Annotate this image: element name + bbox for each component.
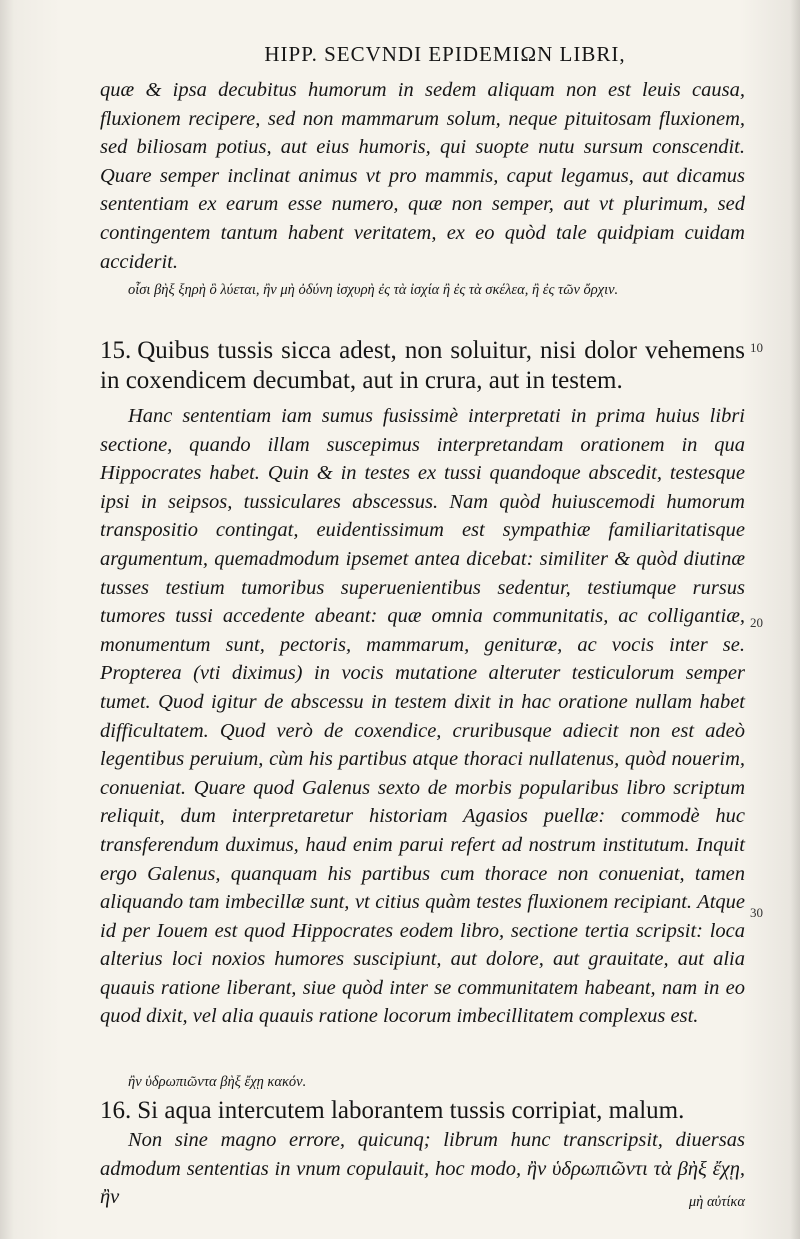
greek-aphorism-16: ἢν ὑδρωπιῶντα βὴξ ἔχῃ κακόν.: [128, 1074, 307, 1090]
margin-line-number-20: 20: [750, 615, 763, 630]
margin-line-number-10: 10: [750, 340, 763, 355]
aphorism-15-number: 15.: [100, 337, 132, 364]
running-header: [0, 42, 800, 67]
aphorism-16-number: 16.: [100, 1097, 132, 1124]
commentary-paragraph-2: Hanc sententiam iam sumus fusissimè interpretati in prima huius libri sectione, quando illam suscepimus interpretandam orationem in qua Hippocrates habet. Quin & in testes ex tussi quandoque abscedit, testesque ipsi in seipsos, tussiculares abscessus. Nam quòd huiuscemodi humorum transpositio contingat, euidentissimum est sympathiæ familiaritatisque argumentum, quemadmodum ipsemet antea dicebat: similiter & quòd diutinæ tusses testium tumoribus superuenientibus sedentur, testiumque rursus tumores tussi accedente abeant: quæ omnia communitatis, ac colligantiæ, monumentum sunt, pectoris, mammarum, genituræ, ac vocis inter se. Propterea (vti diximus) in vocis mutatione alteruter testiculorum semper tumet. Quod igitur de abscessu in testem dixit in hac oratione nullam habet difficultatem. Quod verò de coxendice, cruribusque adiecit non est adeò legentibus peruium, cùm his partibus atque thoraci nullatenus, quòd nouerim, conueniat. Quare quod Galenus sexto de morbis popularibus libro scriptum reliquit, dum interpretaretur historiam Agasios puellæ: commodè huc transferendum duximus, haud enim parui refert ad nostrum institutum. Inquit ergo Galenus, quanquam his partibus cum thorace non conueniat, tamen aliquando tam imbecillæ sunt, vt citius quàm testes fluxionem recipiant. Atque id per Iouem est quod Hippocrates eodem libro, sectione tertia scripsit: loca alterius loci noxios humores suscipiunt, aut dolore, aut grauitate, aut alia quauis ratione liberant, siue quòd inter se communitatem habeant, nam in eo quod dixit, vel alia quauis ratione locorum imbecillitatem complexus est.: [100, 405, 745, 1028]
margin-line-number-30: 30: [750, 905, 763, 920]
greek-aphorism-15: οἷσι βὴξ ξηρὴ ὃ λύεται, ἢν μὴ ὀδύνη ἰσχυρὴ ἐς τὰ ἰσχία ἢ ἐς τὰ σκέλεα, ἢ ἐς τῶν ὄρχιν.: [128, 282, 619, 298]
running-header-title: HIPP. SECVNDI EPIDEMIΩN LIBRI,: [264, 42, 626, 66]
greek-catchword: μὴ αὐτίκα: [688, 1194, 745, 1210]
aphorism-15-text: Quibus tussis sicca adest, non soluitur, nisi dolor vehemens in coxendicem decumbat, aut in crura, aut in testem.: [100, 337, 745, 394]
aphorism-16: [100, 1096, 745, 1126]
aphorism-16-text: Si aqua intercutem laborantem tussis corripiat, malum.: [137, 1097, 685, 1124]
aphorism-15: [100, 336, 745, 396]
commentary-paragraph-3: Non sine magno errore, quicunq; librum hunc transcripsit, diuersas admodum sententias in vnum copulauit, hoc modo, ἢν ὑδρωπιῶντι τὰ βὴξ ἔχῃ, ἢν: [100, 1129, 745, 1209]
commentary-paragraph-1: quæ & ipsa decubitus humorum in sedem aliquam non est leuis causa, fluxionem recipere, sed non mammarum solum, neque pituitosam fluxionem, sed biliosam potius, aut eius humoris, qui suopte nutu sursum conscendit. Quare semper inclinat animus vt pro mammis, caput legamus, aut dicamus sententiam ex earum esse numero, quæ non semper, aut vt plurimum, sed contingentem tantum habent veritatem, ex eo quòd tale quidpiam cuidam acciderit.: [100, 79, 745, 273]
